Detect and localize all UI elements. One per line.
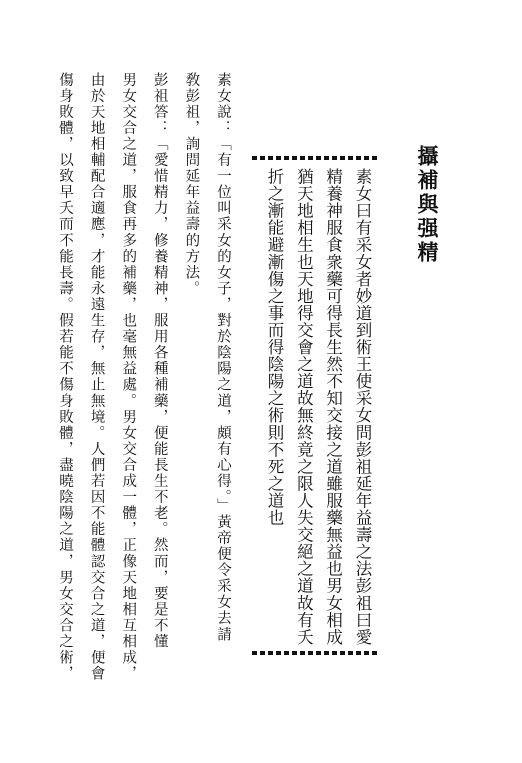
translation-body <box>56 72 232 692</box>
translation-column: 敎彭祖，詢問延年益壽的方法。 <box>183 72 200 297</box>
classical-text-column: 精養神服食衆藥可得長生然不知交接之道雖服藥無益也男女相成 <box>323 168 343 646</box>
classical-text-column: 猶天地相生也天地得交會之道故無終竟之限人失交絕之道故有夭 <box>294 168 314 646</box>
page-title: 攝補與强精 <box>415 145 439 265</box>
bottom-wavy-divider <box>252 651 380 655</box>
top-wavy-divider <box>252 156 380 160</box>
classical-text-column: 素女曰有采女者妙道到術王使采女問彭祖延年益壽之法彭祖曰愛 <box>352 168 372 646</box>
translation-column: 素女說：「有一位叫采女的女子，對於陰陽之道，頗有心得。」黃帝便令采女去請 <box>214 72 231 643</box>
translation-column: 彭祖答：「愛惜精力，修養精神，服用各種補藥，便能長生不老。然而，要是不懂 <box>151 72 168 650</box>
classical-text-box <box>262 168 374 648</box>
translation-column: 由於天地相輔配合適應，才能永遠生存，無止無境。人們若因不能體認交合之道，便會 <box>88 72 105 682</box>
classical-text-column: 折之漸能避漸傷之事而得陰陽之術則不死之道也 <box>265 168 284 527</box>
translation-column: 男女交合之道，服食再多的補藥，也毫無益處。男女交合成一體，正像天地相互相成， <box>120 72 137 682</box>
translation-column: 傷身敗體，以致早夭而不能長壽。假若能不傷身敗體，盡曉陰陽之道，男女交合之術， <box>57 72 73 682</box>
